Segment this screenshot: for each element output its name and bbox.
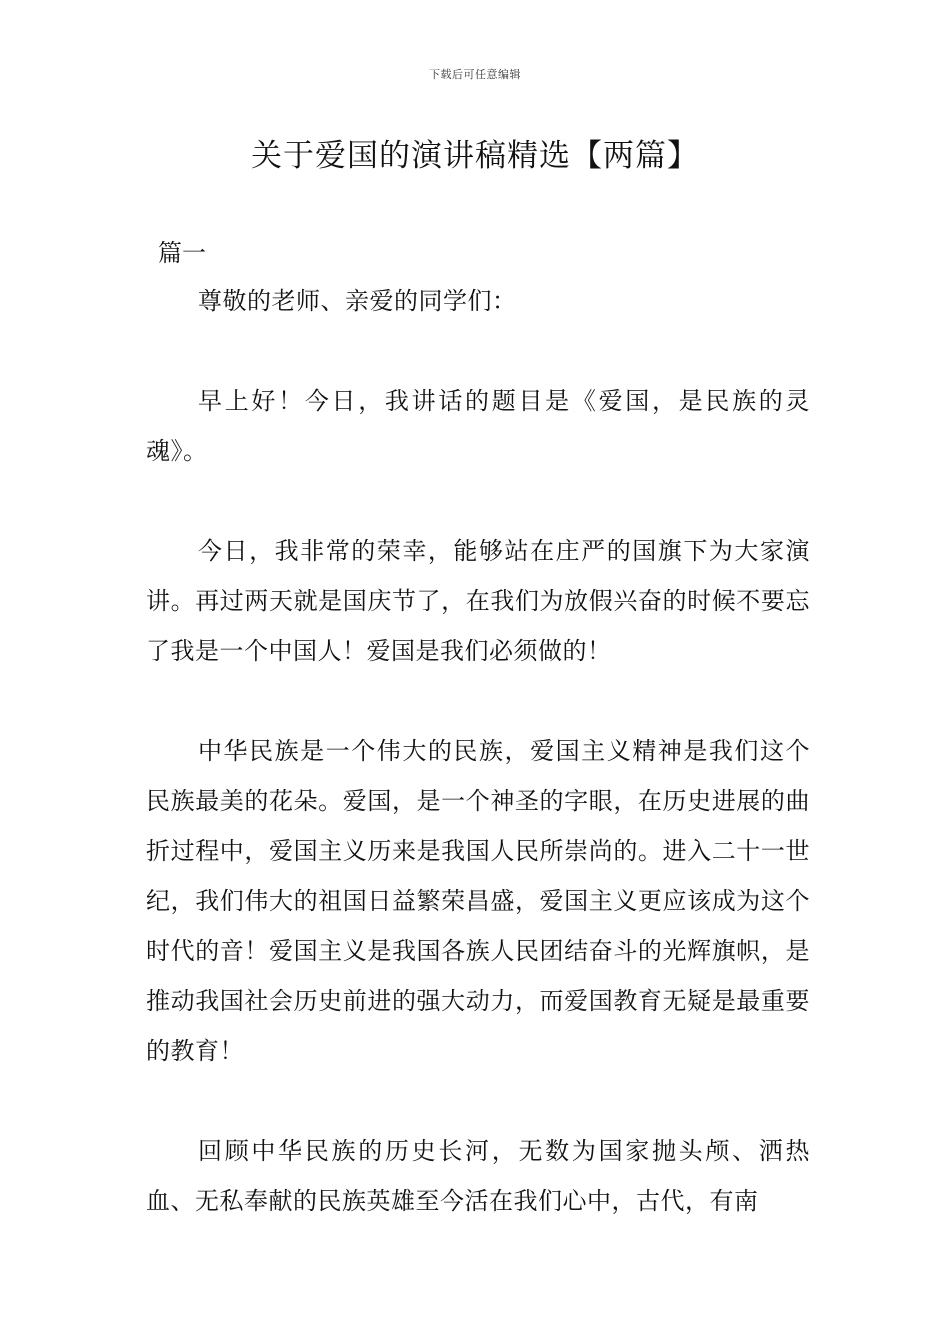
- paragraph-history: 回顾中华民族的历史长河，无数为国家抛头颅、洒热血、无私奉献的民族英雄至今活在我们心中，古代，有南: [146, 1137, 810, 1215]
- paragraph-greeting: 尊敬的老师、亲爱的同学们：: [198, 287, 517, 315]
- header-note: 下载后可任意编辑: [429, 68, 521, 81]
- paragraph-national-day: 今日，我非常的荣幸，能够站在庄严的国旗下为大家演讲。再过两天就是国庆节了，在我们为放假兴奋的时候不要忘了我是一个中国人！爱国是我们必须做的！: [146, 537, 810, 665]
- paragraph-patriotism: 中华民族是一个伟大的民族，爱国主义精神是我们这个民族最美的花朵。爱国，是一个神圣的字眼，在历史进展的曲折过程中，爱国主义历来是我国人民所崇尚的。进入二十一世纪，我们伟大的祖国日益繁荣昌盛，爱国主义更应该成为这个时代的音！爱国主义是我国各族人民团结奋斗的光辉旗帜，是推动我国社会历史前进的强大动力，而爱国教育无疑是最重要的教育！: [146, 737, 810, 1065]
- paragraph-opening: 早上好！今日，我讲话的题目是《爱国，是民族的灵魂》。: [146, 387, 810, 465]
- document-title: 关于爱国的演讲稿精选【两篇】: [251, 138, 699, 174]
- document-body: [146, 276, 810, 1226]
- section-label: 篇一: [158, 239, 206, 267]
